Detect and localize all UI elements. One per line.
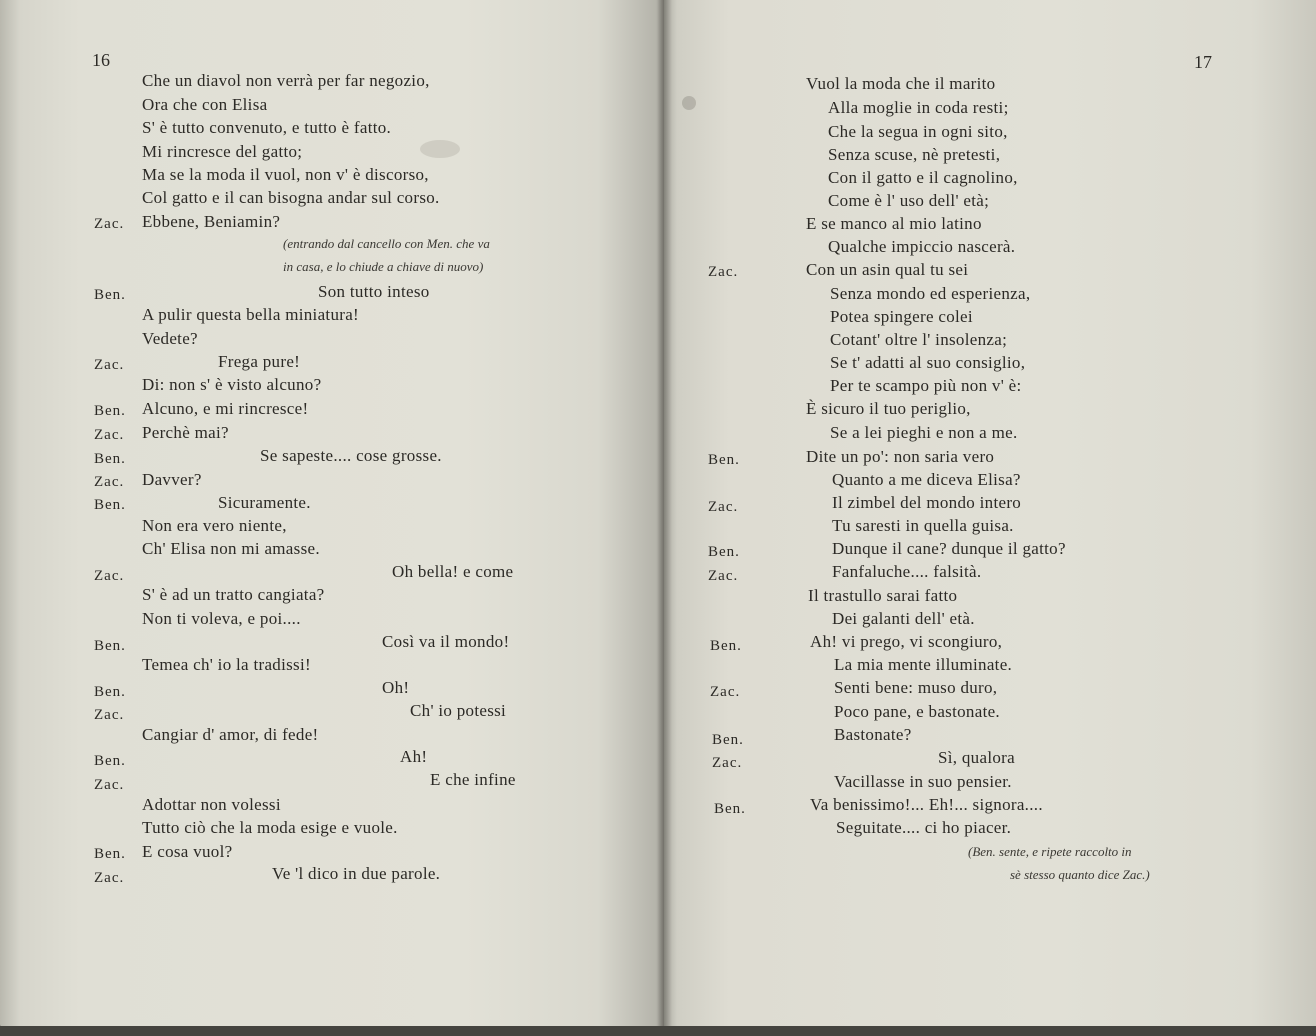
verse-line: Dite un po': non saria vero bbox=[806, 447, 995, 466]
verse-line: E se manco al mio latino bbox=[806, 214, 982, 233]
verse-line: Dunque il cane? dunque il gatto? bbox=[832, 539, 1066, 558]
verse-line: La mia mente illuminate. bbox=[834, 655, 1013, 674]
verse-line: Ebbene, Beniamin? bbox=[142, 212, 281, 231]
verse-line: Così va il mondo! bbox=[382, 632, 510, 651]
verse-line: E che infine bbox=[430, 770, 516, 789]
speaker-label: Ben. bbox=[94, 287, 126, 303]
verse-line: Ch' io potessi bbox=[410, 701, 507, 720]
verse-line: Non era vero niente, bbox=[142, 516, 287, 535]
verse-line: Tutto ciò che la moda esige e vuole. bbox=[142, 818, 398, 837]
verse-line: Senti bene: muso duro, bbox=[834, 678, 998, 697]
speaker-label: Zac. bbox=[94, 474, 125, 490]
verse-line: Poco pane, e bastonate. bbox=[834, 702, 1000, 721]
stage-direction: sè stesso quanto dice Zac.) bbox=[1010, 867, 1150, 882]
verse-line: Davver? bbox=[142, 470, 202, 489]
verse-line: Dei galanti dell' età. bbox=[832, 609, 975, 628]
speaker-label: Ben. bbox=[712, 732, 744, 748]
page-number: 16 bbox=[92, 50, 110, 70]
verse-line: Quanto a me diceva Elisa? bbox=[832, 470, 1021, 489]
paper-stain bbox=[682, 96, 696, 110]
verse-line: Vacillasse in suo pensier. bbox=[834, 772, 1012, 791]
speaker-label: Zac. bbox=[712, 755, 743, 771]
verse-line: Vuol la moda che il marito bbox=[806, 74, 996, 93]
speaker-label: Zac. bbox=[94, 777, 125, 793]
verse-line: Di: non s' è visto alcuno? bbox=[142, 375, 322, 394]
speaker-label: Ben. bbox=[94, 638, 126, 654]
verse-line: Oh! bbox=[382, 678, 410, 697]
speaker-label: Zac. bbox=[94, 568, 125, 584]
verse-line: Che la segua in ogni sito, bbox=[828, 122, 1008, 141]
speaker-label: Ben. bbox=[710, 638, 742, 654]
verse-line: Per te scampo più non v' è: bbox=[830, 376, 1022, 395]
speaker-label: Zac. bbox=[94, 357, 125, 373]
verse-line: Ah! vi prego, vi scongiuro, bbox=[810, 632, 1003, 651]
speaker-label: Ben. bbox=[94, 846, 126, 862]
speaker-label: Zac. bbox=[94, 216, 125, 232]
speaker-label: Ben. bbox=[94, 497, 126, 513]
speaker-label: Zac. bbox=[710, 684, 741, 700]
verse-line: Cangiar d' amor, di fede! bbox=[142, 725, 319, 744]
verse-line: Perchè mai? bbox=[142, 423, 229, 442]
verse-line: S' è tutto convenuto, e tutto è fatto. bbox=[142, 118, 392, 137]
verse-line: È sicuro il tuo periglio, bbox=[806, 399, 971, 418]
verse-line: Tu saresti in quella guisa. bbox=[832, 516, 1014, 535]
speaker-label: Zac. bbox=[94, 707, 125, 723]
verse-line: Bastonate? bbox=[834, 725, 912, 744]
verse-line: Seguitate.... ci ho piacer. bbox=[836, 818, 1012, 837]
speaker-label: Ben. bbox=[708, 544, 740, 560]
right-page bbox=[664, 0, 1316, 1030]
verse-line: Senza scuse, nè pretesti, bbox=[828, 145, 1001, 164]
verse-line: Se a lei pieghi e non a me. bbox=[830, 423, 1018, 442]
speaker-label: Zac. bbox=[708, 264, 739, 280]
verse-line: Col gatto e il can bisogna andar sul corso. bbox=[142, 188, 440, 207]
verse-line: E cosa vuol? bbox=[142, 842, 233, 861]
page-number: 17 bbox=[1194, 52, 1212, 72]
speaker-label: Ben. bbox=[94, 403, 126, 419]
verse-line: Sì, qualora bbox=[938, 748, 1015, 767]
verse-line: Adottar non volessi bbox=[142, 795, 281, 814]
verse-line: Alcuno, e mi rincresce! bbox=[142, 399, 309, 418]
verse-line: Temea ch' io la tradissi! bbox=[142, 655, 311, 674]
verse-line: Il zimbel del mondo intero bbox=[832, 493, 1022, 512]
verse-line: A pulir questa bella miniatura! bbox=[142, 305, 360, 324]
verse-line: Con il gatto e il cagnolino, bbox=[828, 168, 1018, 187]
verse-line: Il trastullo sarai fatto bbox=[808, 586, 958, 605]
speaker-label: Zac. bbox=[94, 427, 125, 443]
verse-line: Sicuramente. bbox=[218, 493, 311, 512]
verse-line: Mi rincresce del gatto; bbox=[142, 142, 303, 161]
verse-line: Qualche impiccio nascerà. bbox=[828, 237, 1016, 256]
verse-line: Ma se la moda il vuol, non v' è discorso, bbox=[142, 165, 429, 184]
verse-line: Son tutto inteso bbox=[318, 282, 430, 301]
stage-direction: (Ben. sente, e ripete raccolto in bbox=[968, 844, 1132, 859]
verse-line: Senza mondo ed esperienza, bbox=[830, 284, 1031, 303]
paper-stain bbox=[420, 140, 460, 158]
verse-line: Se t' adatti al suo consiglio, bbox=[830, 353, 1026, 372]
verse-line: Potea spingere colei bbox=[830, 307, 973, 326]
verse-line: Come è l' uso dell' età; bbox=[828, 191, 990, 210]
speaker-label: Ben. bbox=[708, 452, 740, 468]
verse-line: Ah! bbox=[400, 747, 428, 766]
verse-line: Fanfaluche.... falsità. bbox=[832, 562, 982, 581]
table-surface bbox=[0, 1026, 1316, 1036]
verse-line: Ch' Elisa non mi amasse. bbox=[142, 539, 320, 558]
verse-line: Cotant' oltre l' insolenza; bbox=[830, 330, 1008, 349]
verse-line: Va benissimo!... Eh!... signora.... bbox=[810, 795, 1043, 814]
speaker-label: Ben. bbox=[94, 451, 126, 467]
verse-line: Se sapeste.... cose grosse. bbox=[260, 446, 442, 465]
speaker-label: Zac. bbox=[708, 568, 739, 584]
speaker-label: Ben. bbox=[94, 684, 126, 700]
verse-line: Non ti voleva, e poi.... bbox=[142, 609, 301, 628]
verse-line: Ora che con Elisa bbox=[142, 95, 268, 114]
verse-line: Oh bella! e come bbox=[392, 562, 514, 581]
speaker-label: Ben. bbox=[94, 753, 126, 769]
verse-line: Vedete? bbox=[142, 329, 198, 348]
verse-line: Ve 'l dico in due parole. bbox=[272, 864, 441, 883]
verse-line: S' è ad un tratto cangiata? bbox=[142, 585, 325, 604]
verse-line: Che un diavol non verrà per far negozio, bbox=[142, 71, 430, 90]
stage-direction: in casa, e lo chiude a chiave di nuovo) bbox=[283, 259, 484, 274]
verse-line: Con un asin qual tu sei bbox=[806, 260, 969, 279]
speaker-label: Zac. bbox=[708, 499, 739, 515]
verse-line: Alla moglie in coda resti; bbox=[828, 98, 1009, 117]
verse-line: Frega pure! bbox=[218, 352, 301, 371]
speaker-label: Zac. bbox=[94, 870, 125, 886]
speaker-label: Ben. bbox=[714, 801, 746, 817]
stage-direction: (entrando dal cancello con Men. che va bbox=[283, 236, 490, 251]
